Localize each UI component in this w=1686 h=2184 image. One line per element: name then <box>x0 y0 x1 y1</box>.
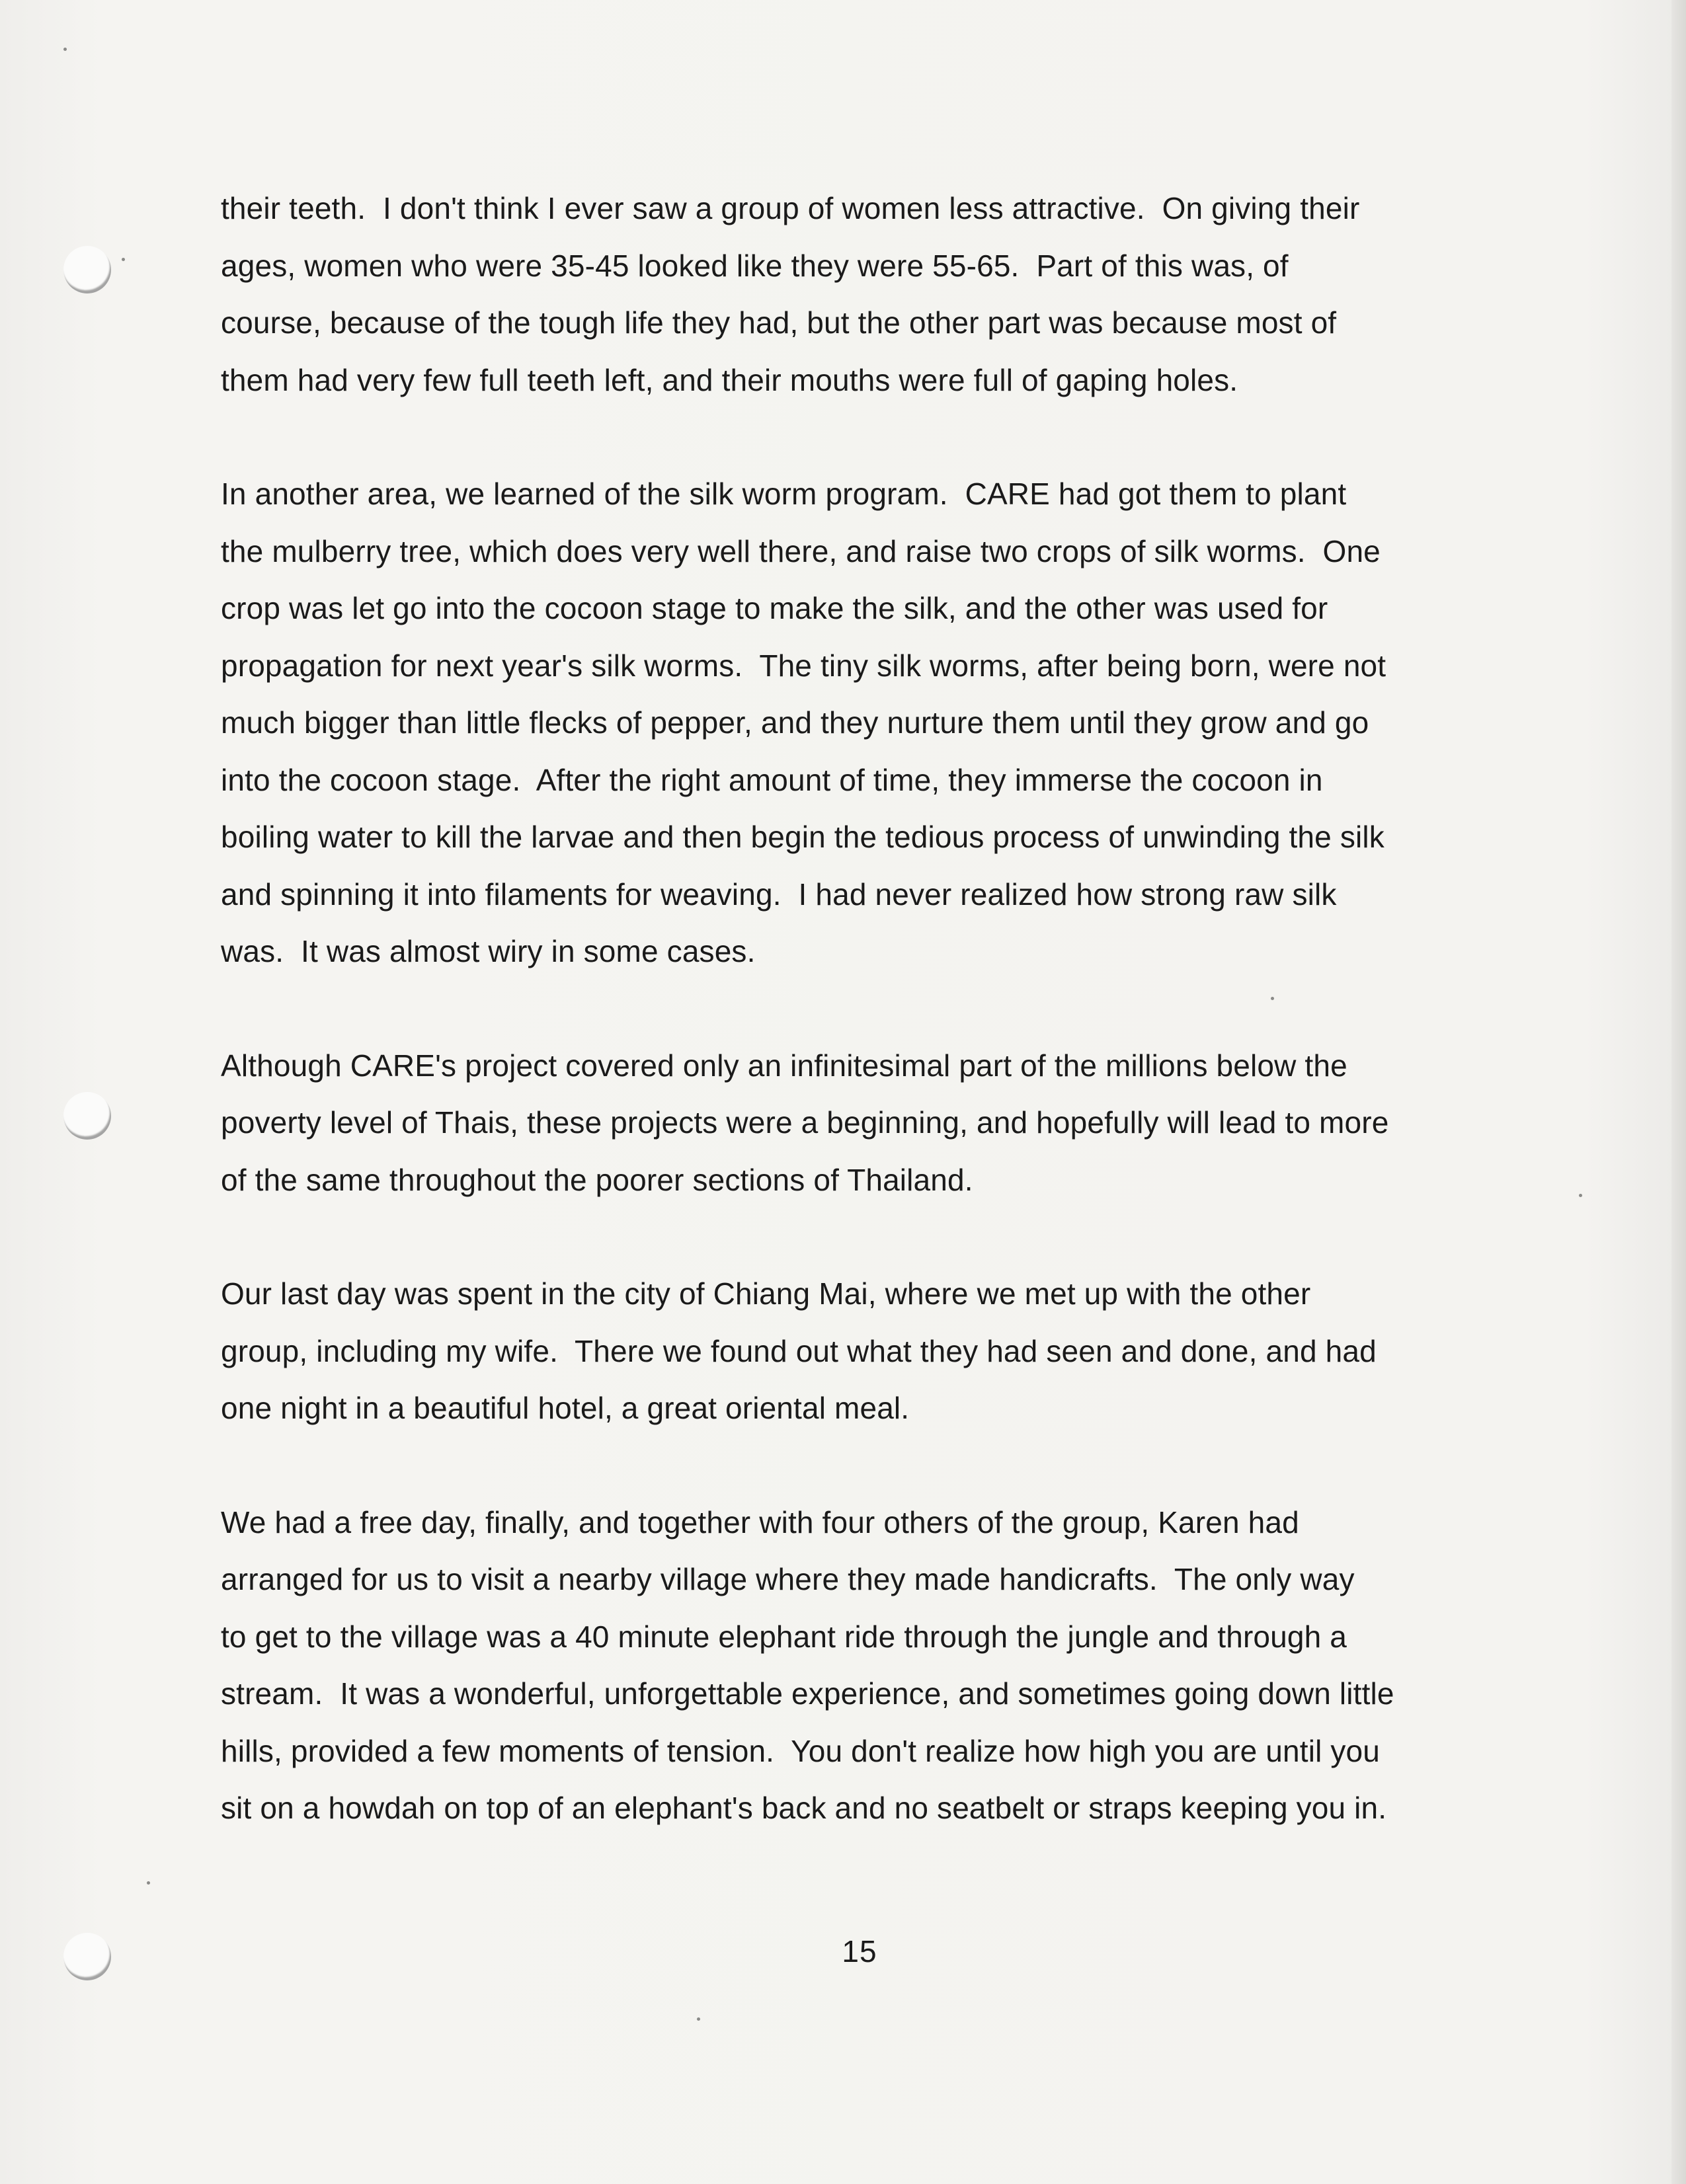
text-line: the mulberry tree, which does very well there, and raise two crops of silk worms. One <box>221 533 1381 568</box>
text-line: to get to the village was a 40 minute elephant ride through the jungle and through a <box>221 1619 1347 1654</box>
paper-speck <box>122 258 125 261</box>
text-line: sit on a howdah on top of an elephant's back and no seatbelt or straps keeping you in. <box>221 1791 1387 1825</box>
text-line: ages, women who were 35-45 looked like they were 55-65. Part of this was, of <box>221 248 1289 283</box>
punch-hole-middle <box>63 1092 111 1140</box>
paragraph-2 <box>221 465 1517 980</box>
text-line: Although CARE's project covered only an infinitesimal part of the millions below the <box>221 1048 1347 1083</box>
text-line: into the cocoon stage. After the right amount of time, they immerse the cocoon in <box>221 762 1323 797</box>
page-edge-shadow <box>1671 0 1686 2184</box>
text-line: propagation for next year's silk worms. The tiny silk worms, after being born, were not <box>221 648 1386 683</box>
text-line: one night in a beautiful hotel, a great oriental meal. <box>221 1391 910 1425</box>
text-line: boiling water to kill the larvae and then begin the tedious process of unwinding the silk <box>221 820 1385 854</box>
text-line: and spinning it into filaments for weaving. I had never realized how strong raw silk <box>221 877 1337 912</box>
paper-speck <box>63 48 67 51</box>
paper-speck <box>1579 1194 1582 1197</box>
text-line: In another area, we learned of the silk worm program. CARE had got them to plant <box>221 477 1347 511</box>
text-line: hills, provided a few moments of tension. You don't realize how high you are until you <box>221 1733 1380 1768</box>
text-line: of the same throughout the poorer sections of Thailand. <box>221 1162 973 1197</box>
text-line: crop was let go into the cocoon stage to make the silk, and the other was used for <box>221 591 1328 625</box>
text-line: stream. It was a wonderful, unforgettable experience, and sometimes going down little <box>221 1676 1394 1711</box>
page-number: 15 <box>842 1934 877 1969</box>
paragraph-1 <box>221 180 1517 409</box>
text-line: We had a free day, finally, and together with four others of the group, Karen had <box>221 1504 1299 1540</box>
punch-hole-bottom <box>63 1933 111 1980</box>
text-line: course, because of the tough life they had, but the other part was because most of <box>221 305 1337 340</box>
paragraph-3 <box>221 1037 1517 1209</box>
text-line: arranged for us to visit a nearby village where they made handicrafts. The only way <box>221 1562 1355 1596</box>
text-line: them had very few full teeth left, and their mouths were full of gaping holes. <box>221 362 1238 397</box>
paragraph-5 <box>221 1494 1517 1837</box>
paper-speck <box>147 1881 150 1885</box>
text-line: their teeth. I don't think I ever saw a group of women less attractive. On giving their <box>221 191 1360 225</box>
paper-speck <box>697 2017 700 2021</box>
punch-hole-top <box>63 246 111 293</box>
paragraph-4 <box>221 1265 1517 1437</box>
text-line: was. It was almost wiry in some cases. <box>221 934 756 968</box>
text-line: group, including my wife. There we found out what they had seen and done, and had <box>221 1333 1377 1368</box>
text-line: much bigger than little flecks of pepper, and they nurture them until they grow and go <box>221 705 1369 740</box>
text-line: poverty level of Thais, these projects were a beginning, and hopefully will lead to more <box>221 1105 1389 1140</box>
text-line: Our last day was spent in the city of Chiang Mai, where we met up with the other <box>221 1276 1311 1311</box>
body-text <box>221 180 1517 1894</box>
